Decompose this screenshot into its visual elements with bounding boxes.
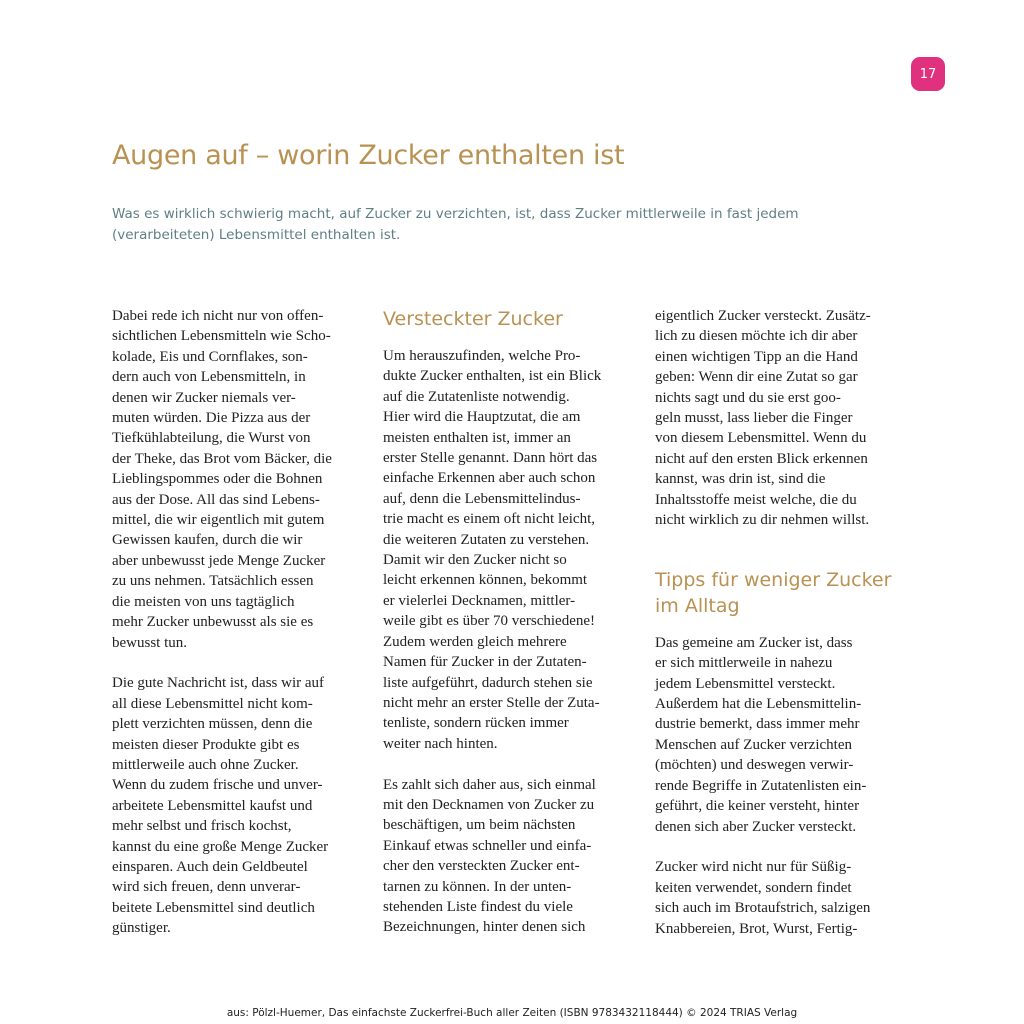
text-line: mit den Decknamen von Zucker zu [383,796,595,813]
text-line: tenliste, sondern rücken immer [383,715,569,732]
text-line: Knabbereien, Brot, Wurst, Fertig- [655,920,858,937]
text-line: er sich mittlerweile in nahezu [655,655,833,672]
text-line: kannst du eine große Menge Zucker [112,838,329,855]
text-line: meisten enthalten ist, immer an [383,429,571,446]
intro-line: (verarbeiteten) Lebensmittel enthalten ist. [112,227,401,243]
text-line: aus der Dose. All das sind Lebens- [112,491,320,508]
text-line: dustrie bemerkt, dass immer mehr [655,716,860,733]
footer-citation: aus: Pölzl-Huemer, Das einfachste Zuckerfrei-Buch aller Zeiten (ISBN 9783432118444) © 2024 TRIAS Verlag [226,1007,798,1019]
text-line: mehr selbst und frisch kochst, [112,818,292,835]
text-line: erster Stelle genannt. Dann hört das [383,450,598,467]
text-line: Zucker wird nicht nur für Süßig- [655,859,852,876]
page-title: Augen auf – worin Zucker enthalten ist [112,140,625,171]
text-line: Namen für Zucker in der Zutaten- [383,654,587,671]
text-line: Zudem werden gleich mehrere [383,633,567,650]
text-line: Außerdem hat die Lebensmittelin- [655,696,862,713]
text-line: kolade, Eis und Cornflakes, son- [112,348,308,365]
text-line: der Theke, das Brot vom Bäcker, die [112,450,332,467]
text-line: kannst, was drin ist, sind die [655,471,826,488]
text-line: Inhaltsstoffe meist welche, die du [655,491,857,508]
text-line: sichtlichen Lebensmitteln wie Scho- [112,328,331,345]
text-line: die weiteren Zutaten zu verstehen. [383,531,590,548]
text-line: eigentlich Zucker versteckt. Zusätz- [655,308,871,324]
text-line: (möchten) und deswegen verwir- [655,757,854,774]
paragraph [112,306,350,653]
text-line: Tiefkühlabteilung, die Wurst von [112,430,311,447]
text-line: wird sich freuen, denn unverar- [112,879,301,896]
text-line: Die gute Nachricht ist, dass wir auf [112,675,325,692]
text-line: arbeitete Lebensmittel kaufst und [112,797,313,814]
text-line: auf die Zutatenliste notwendig. [383,388,570,405]
paragraph [655,306,893,530]
text-line: auf, denn die Lebensmittelindus- [383,490,581,507]
text-line: weiter nach hinten. [383,735,498,752]
text-line: Einkauf etwas schneller und einfa- [383,837,592,854]
text-line: mittlerweile auch ohne Zucker. [112,756,299,773]
text-line: aber unbewusst jede Menge Zucker [112,552,326,569]
heading-line: Tipps für weniger Zucker [655,568,892,591]
text-line: zu uns nehmen. Tatsächlich essen [112,573,314,590]
text-line: nicht auf den ersten Blick erkennen [655,450,868,467]
text-line: beitete Lebensmittel sind deutlich [112,899,315,916]
text-line: er vielerlei Decknamen, mittler- [383,592,576,609]
text-line: denen sich aber Zucker versteckt. [655,818,857,835]
text-column-1 [112,306,350,939]
text-line: muten würden. Die Pizza aus der [112,410,311,427]
text-line: Lieblingspommes oder die Bohnen [112,471,323,488]
text-line: meisten dieser Produkte gibt es [112,736,300,753]
text-line: liste aufgeführt, dadurch stehen sie [383,674,593,691]
text-line: sich auch im Brotaufstrich, salzigen [655,900,871,917]
text-line: Bezeichnungen, hinter denen sich [383,919,586,936]
text-line: nicht wirklich zu dir nehmen willst. [655,512,870,529]
paragraph [112,673,350,938]
paragraph [655,857,893,939]
text-line: Es zahlt sich daher aus, sich einmal [383,776,596,793]
text-line: stehenden Liste findest du viele [383,898,573,915]
intro-line: Was es wirklich schwierig macht, auf Zucker zu verzichten, ist, dass Zucker mittlerweile in fast jedem [112,206,799,222]
heading-line: im Alltag [655,594,740,617]
text-line: weile gibt es über 70 verschiedene! [383,613,595,630]
paragraph [655,633,893,837]
text-line: tarnen zu können. In der unten- [383,878,572,895]
text-line: einen wichtigen Tipp an die Hand [655,348,858,365]
paragraph [383,775,621,938]
text-line: denen wir Zucker niemals ver- [112,389,296,406]
text-column-2 [383,306,621,938]
section-heading-versteckter-zucker: Versteckter Zucker [383,308,563,330]
paragraph [383,346,621,754]
text-line: Hier wird die Hauptzutat, die am [383,409,581,426]
text-line: beschäftigen, um beim nächsten [383,817,576,834]
text-line: dukte Zucker enthalten, ist ein Blick [383,368,602,385]
text-line: leicht erkennen können, bekommt [383,572,588,589]
text-line: dern auch von Lebensmitteln, in [112,369,306,386]
text-column-3 [655,306,893,939]
text-line: rende Begriffe in Zutatenlisten ein- [655,777,867,794]
intro-text [112,204,872,246]
text-line: mehr Zucker unbewusst als sie es [112,614,314,631]
text-line: trie macht es einem oft nicht leicht, [383,511,596,528]
text-line: die meisten von uns tagtäglich [112,593,295,610]
section-heading-tipps [655,567,893,619]
text-line: Dabei rede ich nicht nur von offen- [112,308,324,324]
text-line: Das gemeine am Zucker ist, dass [655,634,853,651]
text-line: cher den versteckten Zucker ent- [383,858,580,875]
text-line: mittel, die wir eigentlich mit gutem [112,512,325,529]
text-line: geln musst, lass lieber die Finger [655,410,853,427]
text-line: nicht mehr an erster Stelle der Zuta- [383,694,600,711]
text-line: plett verzichten müssen, denn die [112,716,313,733]
text-line: Um herauszufinden, welche Pro- [383,348,581,364]
text-line: nichts sagt und du sie erst goo- [655,389,841,406]
text-line: bewusst tun. [112,634,187,651]
text-line: Gewissen kaufen, durch die wir [112,532,303,549]
text-line: Damit wir den Zucker nicht so [383,552,567,569]
text-line: geführt, die keiner versteht, hinter [655,798,860,815]
text-line: lich zu diesen möchte ich dir aber [655,328,858,345]
text-line: geben: Wenn dir eine Zutat so gar [655,369,858,386]
page-number-badge: 17 [911,57,945,91]
text-line: einsparen. Auch dein Geldbeutel [112,858,308,875]
text-line: jedem Lebensmittel versteckt. [655,675,836,692]
text-line: günstiger. [112,920,171,937]
text-line: keiten verwendet, sondern findet [655,879,852,896]
text-line: all diese Lebensmittel nicht kom- [112,695,313,712]
text-line: Menschen auf Zucker verzichten [655,736,852,753]
text-line: Wenn du zudem frische und unver- [112,777,323,794]
text-line: einfache Erkennen aber auch schon [383,470,596,487]
text-line: von diesem Lebensmittel. Wenn du [655,430,867,447]
